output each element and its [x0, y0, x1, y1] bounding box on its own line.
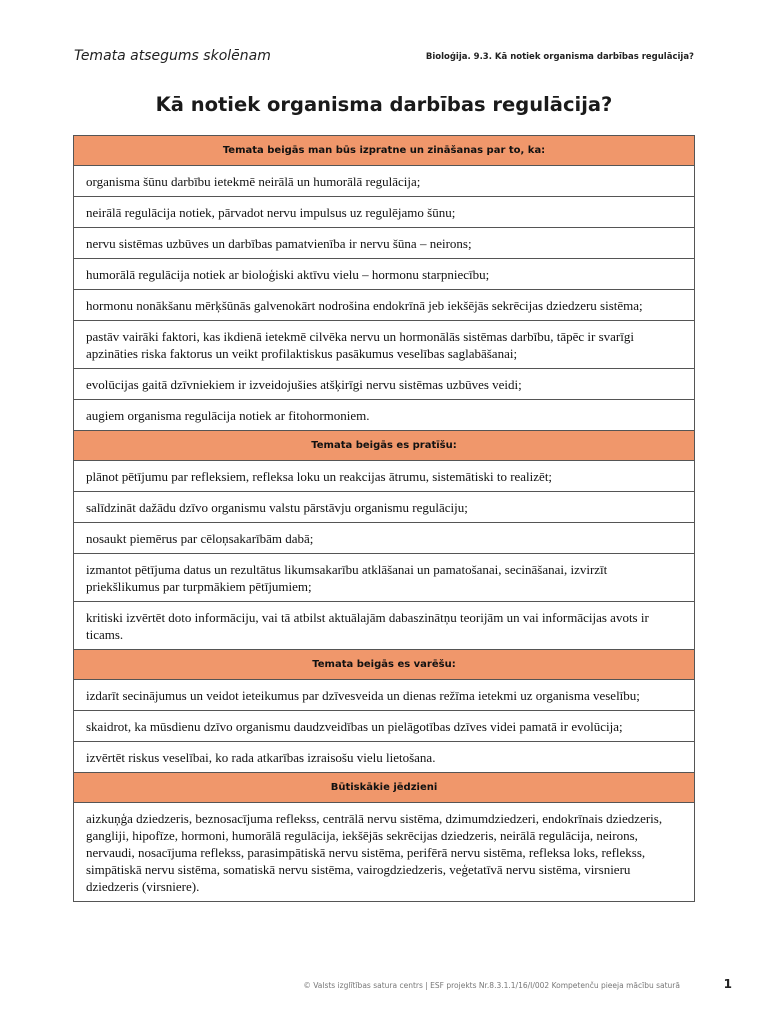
table-row: [74, 197, 695, 228]
page-title: Kā notiek organisma darbības regulācija?: [155, 93, 613, 116]
section-heading: Temata beigās es pratīšu:: [74, 431, 695, 461]
table-row: [74, 680, 695, 711]
document-subject-label: Bioloģija. 9.3. Kā notiek organisma darbības regulācija?: [425, 52, 694, 62]
table-cell: nervu sistēmas uzbūves un darbības pamatvienība ir nervu šūna – neirons;: [74, 228, 695, 259]
table-cell: hormonu nonākšanu mērķšūnās galvenokārt nodrošina endokrīnā jeb iekšējās sekrēcijas dziedzeru sistēma;: [74, 290, 695, 321]
table-cell: humorālā regulācija notiek ar bioloģiski aktīvu vielu – hormonu starpniecību;: [74, 259, 695, 290]
topic-table: [73, 135, 695, 902]
table-cell: izmantot pētījuma datus un rezultātus likumsakarību atklāšanai un pamatošanai, secināšanai, izvirzīt priekšlikumus par turpmākiem pētījumiem;: [74, 554, 695, 602]
table-cell: augiem organisma regulācija notiek ar fitohormoniem.: [74, 400, 695, 431]
table-row: [74, 228, 695, 259]
table-cell: izvērtēt riskus veselībai, ko rada atkarības izraisošu vielu lietošana.: [74, 742, 695, 773]
table-cell: nosaukt piemērus par cēloņsakarībām dabā;: [74, 523, 695, 554]
table-cell: pastāv vairāki faktori, kas ikdienā ietekmē cilvēka nervu un hormonālās sistēmas darbību, tāpēc ir svarīgi apzināties riska faktorus un veikt profilaktiskus pasākumus veselības saglabāšanai;: [74, 321, 695, 369]
footer-credits: © Valsts izglītības satura centrs | ESF projekts Nr.8.3.1.1/16/I/002 Kompetenču pieeja mācību saturā: [303, 981, 680, 990]
table-cell: kritiski izvērtēt doto informāciju, vai tā atbilst aktuālajām dabaszinātņu teorijām un vai informācijas avots ir ticams.: [74, 602, 695, 650]
section-heading: Temata beigās es varēšu:: [74, 650, 695, 680]
table-row: [74, 711, 695, 742]
table-row: [74, 290, 695, 321]
section-heading: Būtiskākie jēdzieni: [74, 773, 695, 803]
table-cell: izdarīt secinājumus un veidot ieteikumus par dzīvesveida un dienas režīma ietekmi uz organisma veselību;: [74, 680, 695, 711]
section-heading-row: [74, 136, 695, 166]
table-cell: organisma šūnu darbību ietekmē neirālā un humorālā regulācija;: [74, 166, 695, 197]
section-heading-row: [74, 431, 695, 461]
table-cell: skaidrot, ka mūsdienu dzīvo organismu daudzveidības un pielāgotības dzīves videi pamatā ir evolūcija;: [74, 711, 695, 742]
table-row: [74, 166, 695, 197]
table-cell: salīdzināt dažādu dzīvo organismu valstu pārstāvju organismu regulāciju;: [74, 492, 695, 523]
table-row: [74, 369, 695, 400]
table-cell: aizkuņģa dziedzeris, beznosacījuma reflekss, centrālā nervu sistēma, dzimumdziedzeri, endokrīnais dziedzeris, gangliji, hipofīze, hormoni, humorālā regulācija, iekšējās sekrēcijas dziedzeris, neirālā regulācija, neirons, nervaudi, nosacījuma reflekss, parasimpātiskā nervu sistēma, perifērā nervu sistēma, refleksa loks, reflekss, simpātiskā nervu sistēma, somatiskā nervu sistēma, vairogdziedzeris, veģetatīvā nervu sistēma, virsnieru dziedzeris (virsniere).: [74, 803, 695, 902]
table-cell: evolūcijas gaitā dzīvniekiem ir izveidojušies atšķirīgi nervu sistēmas uzbūves veidi;: [74, 369, 695, 400]
page-number: 1: [723, 977, 732, 991]
table-row: [74, 400, 695, 431]
table-row: [74, 803, 695, 902]
table-row: [74, 602, 695, 650]
table-row: [74, 523, 695, 554]
table-cell: plānot pētījumu par refleksiem, refleksa loku un reakcijas ātrumu, sistemātiski to realizēt;: [74, 461, 695, 492]
section-heading-row: [74, 773, 695, 803]
table-row: [74, 742, 695, 773]
table-row: [74, 259, 695, 290]
table-row: [74, 321, 695, 369]
table-row: [74, 492, 695, 523]
table-cell: neirālā regulācija notiek, pārvadot nervu impulsus uz regulējamo šūnu;: [74, 197, 695, 228]
table-row: [74, 461, 695, 492]
document-series-label: Temata atsegums skolēnam: [74, 48, 271, 64]
section-heading: Temata beigās man būs izpratne un zināšanas par to, ka:: [74, 136, 695, 166]
section-heading-row: [74, 650, 695, 680]
table-row: [74, 554, 695, 602]
